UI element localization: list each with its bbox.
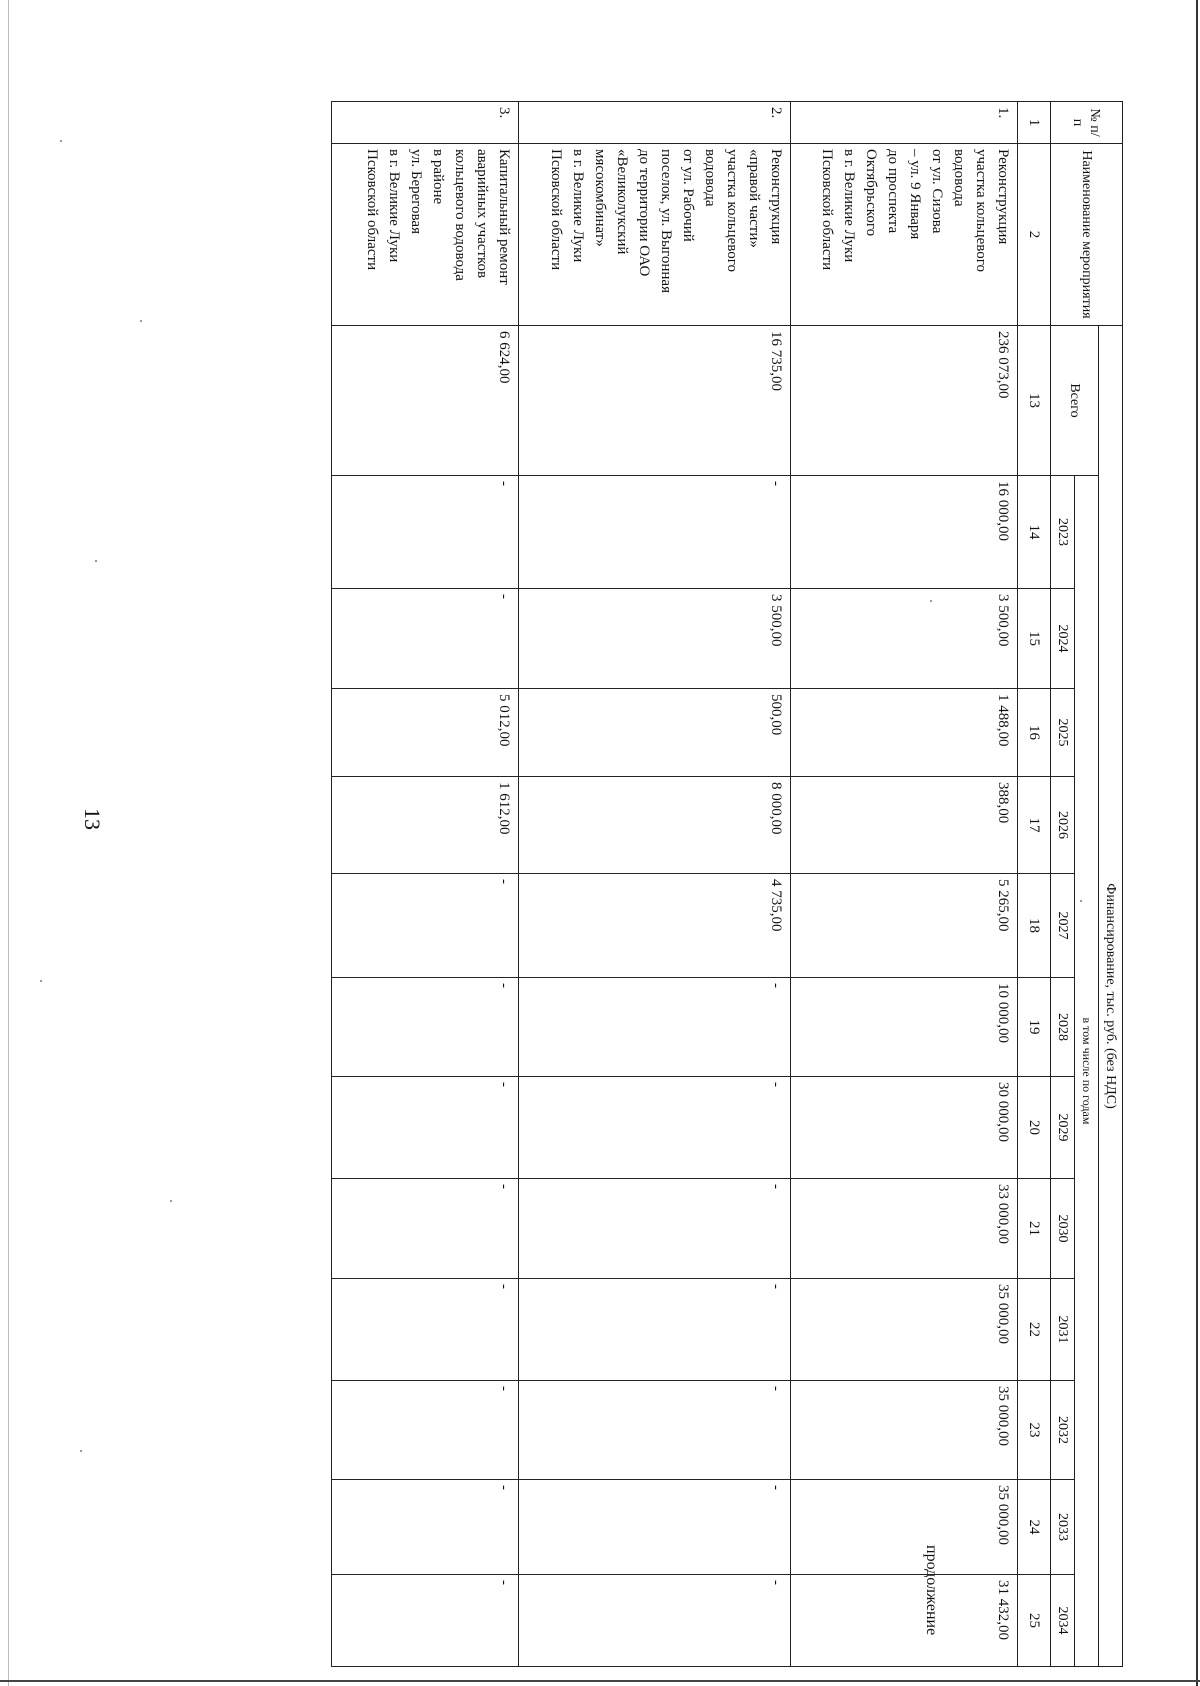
header-year: 2033 [1051, 1480, 1075, 1575]
total-value: 6 624,00 [332, 326, 519, 476]
table-row [791, 102, 1018, 1667]
year-value: - [519, 476, 791, 589]
financing-table [331, 101, 1123, 1667]
table-row [332, 102, 519, 1667]
year-value: - [332, 874, 519, 978]
year-value: - [332, 1077, 519, 1179]
year-value: - [332, 1179, 519, 1279]
header-year: 2024 [1051, 589, 1075, 689]
measure-name: Реконструкция «правой части» участка кольцевого водовода от ул. Рабочий поселок, ул. Выгонная до территории ОАО «Великолукский мясокомбинат» в г. Великие Луки Псковской области [519, 144, 791, 326]
row-number: 3. [332, 102, 519, 144]
header-year: 2029 [1051, 1077, 1075, 1179]
year-value: - [332, 978, 519, 1077]
header-no: № п/п [1051, 102, 1123, 144]
year-value: - [519, 1480, 791, 1575]
year-value: 3 500,00 [791, 589, 1018, 689]
year-value: - [519, 1179, 791, 1279]
continued-label: продолжение [923, 1545, 940, 1636]
year-value: - [332, 1279, 519, 1381]
column-number: 23 [1018, 1381, 1051, 1480]
year-value: 3 500,00 [519, 589, 791, 689]
header-year: 2026 [1051, 777, 1075, 874]
header-name: Наименование мероприятия [1051, 144, 1123, 326]
column-number: 17 [1018, 777, 1051, 874]
year-value: 10 000,00 [791, 978, 1018, 1077]
header-year: 2032 [1051, 1381, 1075, 1480]
column-number: 18 [1018, 874, 1051, 978]
year-value: 5 012,00 [332, 689, 519, 777]
year-value: 8 000,00 [519, 777, 791, 874]
year-value: 4 735,00 [519, 874, 791, 978]
year-value: 33 000,00 [791, 1179, 1018, 1279]
year-value: - [332, 589, 519, 689]
column-number: 14 [1018, 476, 1051, 589]
year-value: - [519, 1077, 791, 1179]
total-value: 236 073,00 [791, 326, 1018, 476]
column-number: 25 [1018, 1575, 1051, 1667]
column-number: 20 [1018, 1077, 1051, 1179]
year-value: 30 000,00 [791, 1077, 1018, 1179]
year-value: 388,00 [791, 777, 1018, 874]
column-number: 21 [1018, 1179, 1051, 1279]
measure-name: Капитальный ремонт аварийных участков кольцевого водовода в районе ул. Береговая в г. Великие Луки Псковской области [332, 144, 519, 326]
column-number: 2 [1018, 144, 1051, 326]
column-number: 13 [1018, 326, 1051, 476]
year-value: - [519, 978, 791, 1077]
page-number: 13 [80, 808, 105, 830]
year-value: 31 432,00 [791, 1575, 1018, 1667]
year-value: - [519, 1575, 791, 1667]
year-value: 500,00 [519, 689, 791, 777]
column-number: 1 [1018, 102, 1051, 144]
header-year: 2034 [1051, 1575, 1075, 1667]
year-value: 35 000,00 [791, 1381, 1018, 1480]
year-value: - [332, 1381, 519, 1480]
column-number: 22 [1018, 1279, 1051, 1381]
header-total: Всего [1051, 326, 1099, 476]
header-by-years: в том числе по годам [1075, 476, 1099, 1667]
row-number: 2. [519, 102, 791, 144]
year-value: - [332, 476, 519, 589]
year-value: 35 000,00 [791, 1279, 1018, 1381]
year-value: - [332, 1575, 519, 1667]
total-value: 16 735,00 [519, 326, 791, 476]
header-year: 2023 [1051, 476, 1075, 589]
year-value: - [332, 1480, 519, 1575]
header-year: 2028 [1051, 978, 1075, 1077]
row-number: 1. [791, 102, 1018, 144]
header-year: 2027 [1051, 874, 1075, 978]
column-number: 15 [1018, 589, 1051, 689]
column-number: 24 [1018, 1480, 1051, 1575]
measure-name: Реконструкция участка кольцевого водовода от ул. Сизова – ул. 9 Января до проспекта Октябрьского в г. Великие Луки Псковской области [791, 144, 1018, 326]
column-number-row [1018, 102, 1051, 1667]
year-value: 1 612,00 [332, 777, 519, 874]
year-value: 35 000,00 [791, 1480, 1018, 1575]
year-value: - [519, 1279, 791, 1381]
year-value: - [519, 1381, 791, 1480]
header-financing: Финансирование, тыс. руб. (без НДС) [1099, 326, 1123, 1667]
header-year: 2031 [1051, 1279, 1075, 1381]
year-value: 5 265,00 [791, 874, 1018, 978]
table-row [519, 102, 791, 1667]
header-year: 2025 [1051, 689, 1075, 777]
year-value: 16 000,00 [791, 476, 1018, 589]
header-year: 2030 [1051, 1179, 1075, 1279]
column-number: 19 [1018, 978, 1051, 1077]
column-number: 16 [1018, 689, 1051, 777]
year-value: 1 488,00 [791, 689, 1018, 777]
